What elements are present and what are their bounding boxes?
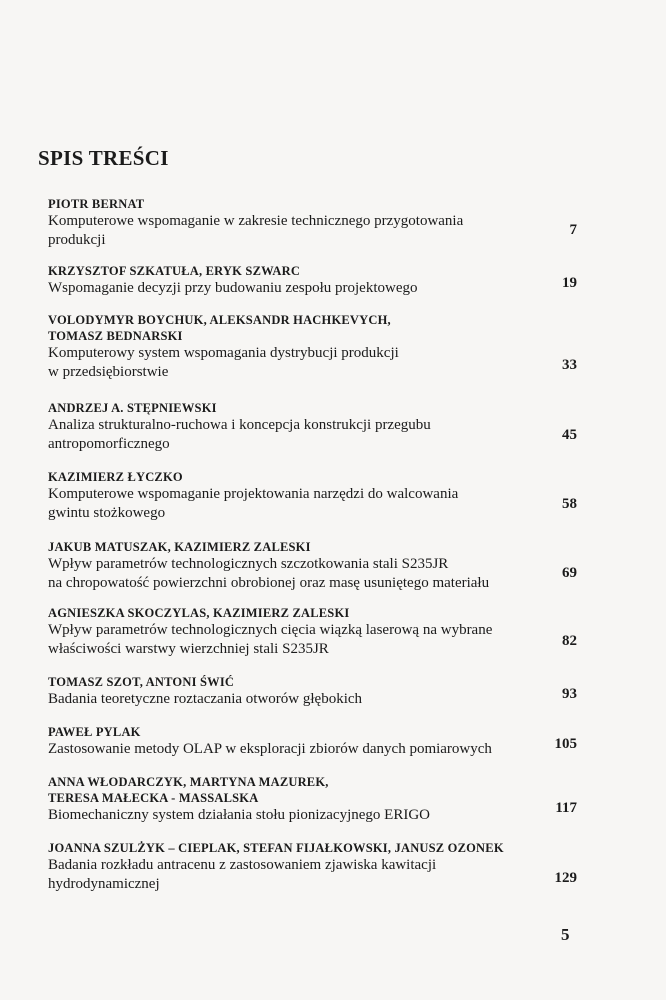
entry-title (48, 212, 548, 250)
entry-title-line: Biomechaniczny system działania stołu pionizacyjnego ERIGO (48, 807, 430, 823)
entry-title-line: Wpływ parametrów technologicznych cięcia wiązką laserową na wybrane (48, 622, 493, 638)
author-line: KRZYSZTOF SZKATUŁA, ERYK SZWARC (48, 264, 301, 278)
author-line: PIOTR BERNAT (48, 197, 145, 211)
entry-title-line: Wpływ parametrów technologicznych szczotkowania stali S235JR (48, 556, 449, 572)
page-title: SPIS TREŚCI (38, 146, 169, 170)
entry-title-line: Komputerowy system wspomagania dystrybucji produkcji (48, 345, 399, 361)
entry-page-number: 129 (554, 870, 577, 886)
toc-entry (48, 674, 588, 709)
entry-authors (48, 539, 588, 555)
entry-title (48, 344, 548, 382)
entry-title-line: na chropowatość powierzchni obrobionej oraz masę usuniętego materiału (48, 575, 490, 591)
entry-authors (48, 840, 588, 856)
entry-title-line: Komputerowe wspomaganie w zakresie technicznego przygotowania (48, 213, 464, 229)
page-number: 5 (561, 925, 570, 944)
entry-authors (48, 312, 588, 344)
toc-entry (48, 469, 588, 523)
entry-title (48, 856, 548, 894)
entry-authors (48, 196, 588, 212)
entry-title-line: hydrodynamicznej (48, 876, 160, 892)
entry-page-number: 58 (562, 496, 577, 512)
author-line: AGNIESZKA SKOCZYLAS, KAZIMIERZ ZALESKI (48, 606, 350, 620)
entry-title (48, 416, 548, 454)
entry-page-number: 117 (555, 800, 577, 816)
entry-title (48, 279, 548, 298)
entry-title-line: w przedsiębiorstwie (48, 364, 169, 380)
author-line: TOMASZ BEDNARSKI (48, 329, 183, 343)
author-line: KAZIMIERZ ŁYCZKO (48, 470, 183, 484)
entry-page-number: 45 (562, 427, 577, 443)
entry-title-line: Badania teoretyczne roztaczania otworów głębokich (48, 691, 363, 707)
entry-title (48, 740, 548, 759)
entry-title (48, 621, 548, 659)
entry-page-number: 105 (554, 736, 577, 752)
toc-entry (48, 312, 588, 382)
author-line: PAWEŁ PYLAK (48, 725, 141, 739)
toc-entry (48, 605, 588, 659)
entry-title-line: antropomorficznego (48, 436, 170, 452)
entry-page-number: 33 (562, 357, 577, 373)
entry-title-line: produkcji (48, 232, 106, 248)
entry-page-number: 7 (569, 222, 577, 238)
entry-title (48, 555, 548, 593)
entry-title (48, 806, 548, 825)
entry-title (48, 485, 548, 523)
entry-title-line: właściwości warstwy wierzchniej stali S235JR (48, 641, 329, 657)
entry-authors (48, 469, 588, 485)
entry-title-line: Badania rozkładu antracenu z zastosowaniem zjawiska kawitacji (48, 857, 437, 873)
author-line: ANDRZEJ A. STĘPNIEWSKI (48, 401, 217, 415)
toc-entry (48, 400, 588, 454)
toc-entry (48, 840, 588, 894)
entry-authors (48, 400, 588, 416)
toc-entry (48, 196, 588, 250)
author-line: TOMASZ SZOT, ANTONI ŚWIĆ (48, 675, 235, 689)
entry-page-number: 69 (562, 565, 577, 581)
entry-authors (48, 263, 588, 279)
entry-authors (48, 674, 588, 690)
entry-title-line: Wspomaganie decyzji przy budowaniu zespołu projektowego (48, 280, 418, 296)
toc-entry (48, 539, 588, 593)
toc-entry (48, 724, 588, 759)
entry-title (48, 690, 548, 709)
author-line: ANNA WŁODARCZYK, MARTYNA MAZUREK, (48, 775, 329, 789)
entry-authors (48, 605, 588, 621)
author-line: JOANNA SZULŻYK – CIEPLAK, STEFAN FIJAŁKOWSKI, JANUSZ OZONEK (48, 841, 504, 855)
author-line: JAKUB MATUSZAK, KAZIMIERZ ZALESKI (48, 540, 311, 554)
entry-title-line: Komputerowe wspomaganie projektowania narzędzi do walcowania (48, 486, 459, 502)
toc-entry (48, 263, 588, 298)
entry-page-number: 19 (562, 275, 577, 291)
entry-title-line: Analiza strukturalno-ruchowa i koncepcja konstrukcji przegubu (48, 417, 431, 433)
entry-authors (48, 774, 588, 806)
author-line: VOLODYMYR BOYCHUK, ALEKSANDR HACHKEVYCH, (48, 313, 391, 327)
entry-authors (48, 724, 588, 740)
entry-title-line: gwintu stożkowego (48, 505, 166, 521)
entry-page-number: 82 (562, 633, 577, 649)
author-line: TERESA MAŁECKA - MASSALSKA (48, 791, 259, 805)
toc-entry (48, 774, 588, 825)
entry-title-line: Zastosowanie metody OLAP w eksploracji zbiorów danych pomiarowych (48, 741, 492, 757)
entry-page-number: 93 (562, 686, 577, 702)
